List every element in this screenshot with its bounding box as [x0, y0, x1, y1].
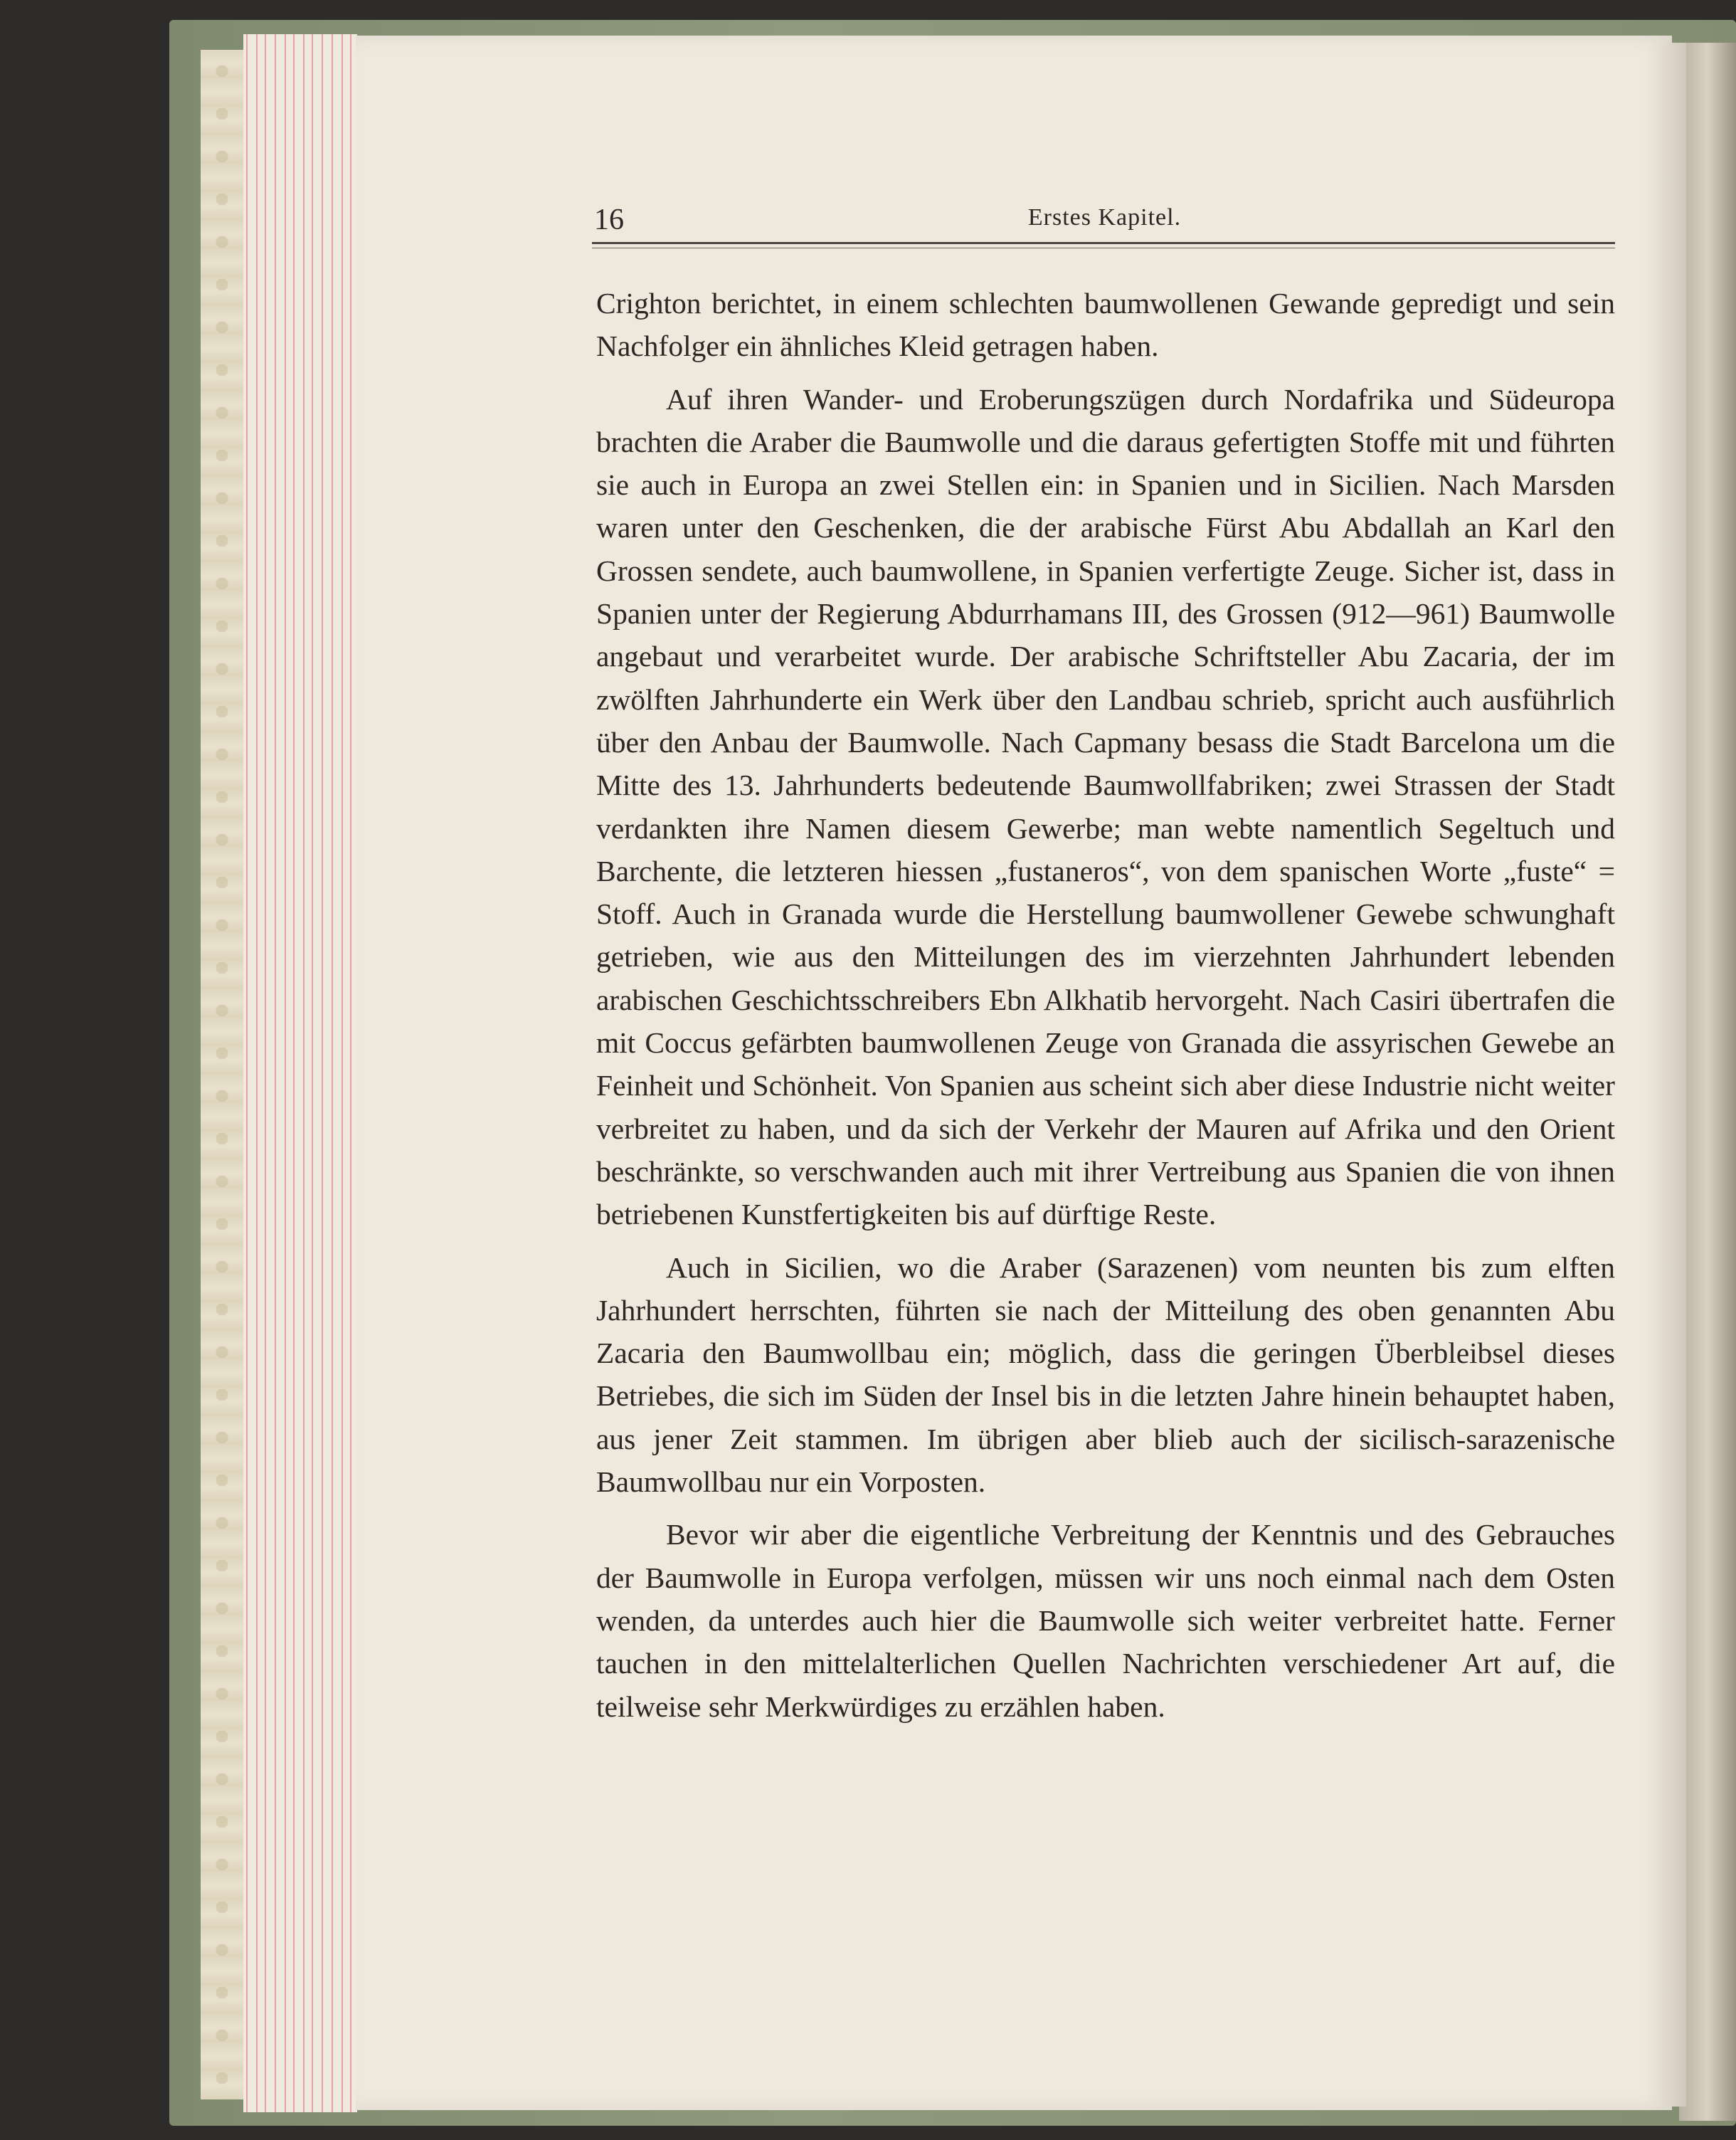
- stacked-page-edges: [243, 34, 357, 2112]
- page-edge-line: [312, 34, 313, 2112]
- decorative-endpaper: [201, 50, 243, 2099]
- paragraph: Auf ihren Wander- und Eroberungszügen durch Nordafrika und Südeuropa brachten die Araber die Baumwolle und die daraus gefertigten Stoffe mit und führten sie auch in Europa an zwei Stellen ein: in Spanien und in Sicilien. Nach Marsden waren unter den Geschenken, die der arabische Fürst Abu Abdallah an Karl den Grossen sendete, auch baumwollene, in Spanien verfertigte Zeuge. Sicher ist, dass in Spanien unter der Regierung Abdurrhamans III, des Grossen (912—961) Baumwolle angebaut und verarbeitet wurde. Der arabische Schriftsteller Abu Zacaria, der im zwölften Jahrhunderte ein Werk über den Landbau schrieb, spricht auch ausführlich über den Anbau der Baumwolle. Nach Capmany besass die Stadt Barcelona um die Mitte des 13. Jahrhunderts bedeutende Baumwollfabriken; zwei Strassen der Stadt verdankten ihre Namen diesem Gewerbe; man webte namentlich Segeltuch und Barchente, die letzteren hiessen „fustaneros“, von dem spanischen Worte „fuste“ = Stoff. Auch in Granada wurde die Herstellung baumwollener Gewebe schwunghaft getrieben, wie aus den Mitteilungen des im vierzehnten Jahrhundert lebenden arabischen Geschichtsschreibers Ebn Alkhatib hervorgeht. Nach Casiri übertrafen die mit Coccus gefärbten baumwollenen Zeuge von Granada die assyrischen Gewebe an Feinheit und Schönheit. Von Spanien aus scheint sich aber diese Industrie nicht weiter verbreitet zu haben, und da sich der Verkehr der Mauren auf Afrika und den Orient beschränkte, so verschwanden auch mit ihrer Vertreibung aus Spanien die von ihnen betriebenen Kunstfertigkeiten bis auf dürftige Reste.: [596, 382, 1615, 1231]
- page-header: [594, 203, 1615, 243]
- page-edge-line: [322, 34, 323, 2112]
- header-rule: [592, 242, 1615, 244]
- book-cover-edge: [1679, 43, 1736, 2121]
- page-edge-line: [275, 34, 276, 2112]
- page-edge-line: [285, 34, 286, 2112]
- endpaper-pattern: [201, 50, 243, 2099]
- page-edge-line: [342, 34, 343, 2112]
- page-edge-line: [256, 34, 258, 2112]
- page-edge-line: [246, 34, 248, 2112]
- paragraph: Bevor wir aber die eigentliche Verbreitung der Kenntnis und des Gebrauches der Baumwolle in Europa verfolgen, müssen wir uns noch einmal nach dem Osten wenden, da unterdes auch hier die Baumwolle sich weiter verbreitet hatte. Ferner tauchen in den mittelalterlichen Quellen Nachrichten verschiedener Art auf, die teilweise sehr Merkwürdiges zu erzählen haben.: [596, 1518, 1615, 1723]
- page-edge-line: [293, 34, 295, 2112]
- page-edge-line: [303, 34, 305, 2112]
- paragraph: Auch in Sicilien, wo die Araber (Sarazenen) vom neunten bis zum elften Jahrhundert herrschten, führten sie nach der Mitteilung des oben genannten Abu Zacaria den Baumwollbau ein; möglich, dass die geringen Überbleibsel dieses Betriebes, die sich im Süden der Insel bis in die letzten Jahre hinein behauptet haben, aus jener Zeit stammen. Im übrigen aber blieb auch der sicilisch-sarazenische Baumwollbau nur ein Vorposten.: [596, 1250, 1615, 1499]
- running-head: Erstes Kapitel.: [1027, 204, 1182, 231]
- page-edge-line: [350, 34, 351, 2112]
- page-gutter-shade: [1658, 43, 1686, 2107]
- page-edge-line: [332, 34, 333, 2112]
- body-text: [596, 282, 1615, 1738]
- paragraph: Crighton berichtet, in einem schlechten baumwollenen Gewande gepredigt und sein Nachfolger ein ähnliches Kleid getragen haben.: [596, 287, 1615, 363]
- page-edge-line: [265, 34, 266, 2112]
- page-number: 16: [594, 204, 624, 236]
